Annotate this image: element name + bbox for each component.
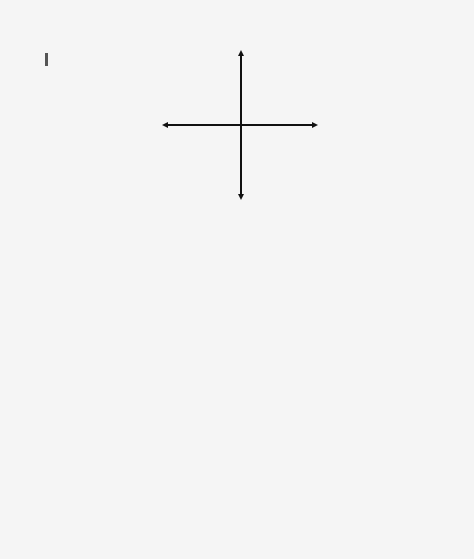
table-header-fx xyxy=(47,54,48,66)
question-7-part-b xyxy=(27,232,34,243)
question-7 xyxy=(14,7,16,18)
coordinate-grid[interactable] xyxy=(158,50,318,210)
question-8 xyxy=(14,323,16,334)
choice-a[interactable] xyxy=(27,440,34,451)
question-7-part-c xyxy=(27,277,34,288)
choice-d[interactable] xyxy=(27,476,34,487)
x-axis-left-arrow xyxy=(162,122,168,128)
choice-c[interactable] xyxy=(27,464,34,475)
value-table xyxy=(45,53,48,66)
y-axis-bottom-arrow xyxy=(238,194,244,200)
question-7-part-a xyxy=(27,31,34,42)
choice-b[interactable] xyxy=(27,452,34,463)
x-axis-right-arrow xyxy=(312,122,318,128)
question-9 xyxy=(14,393,16,404)
y-axis-top-arrow xyxy=(238,50,244,56)
